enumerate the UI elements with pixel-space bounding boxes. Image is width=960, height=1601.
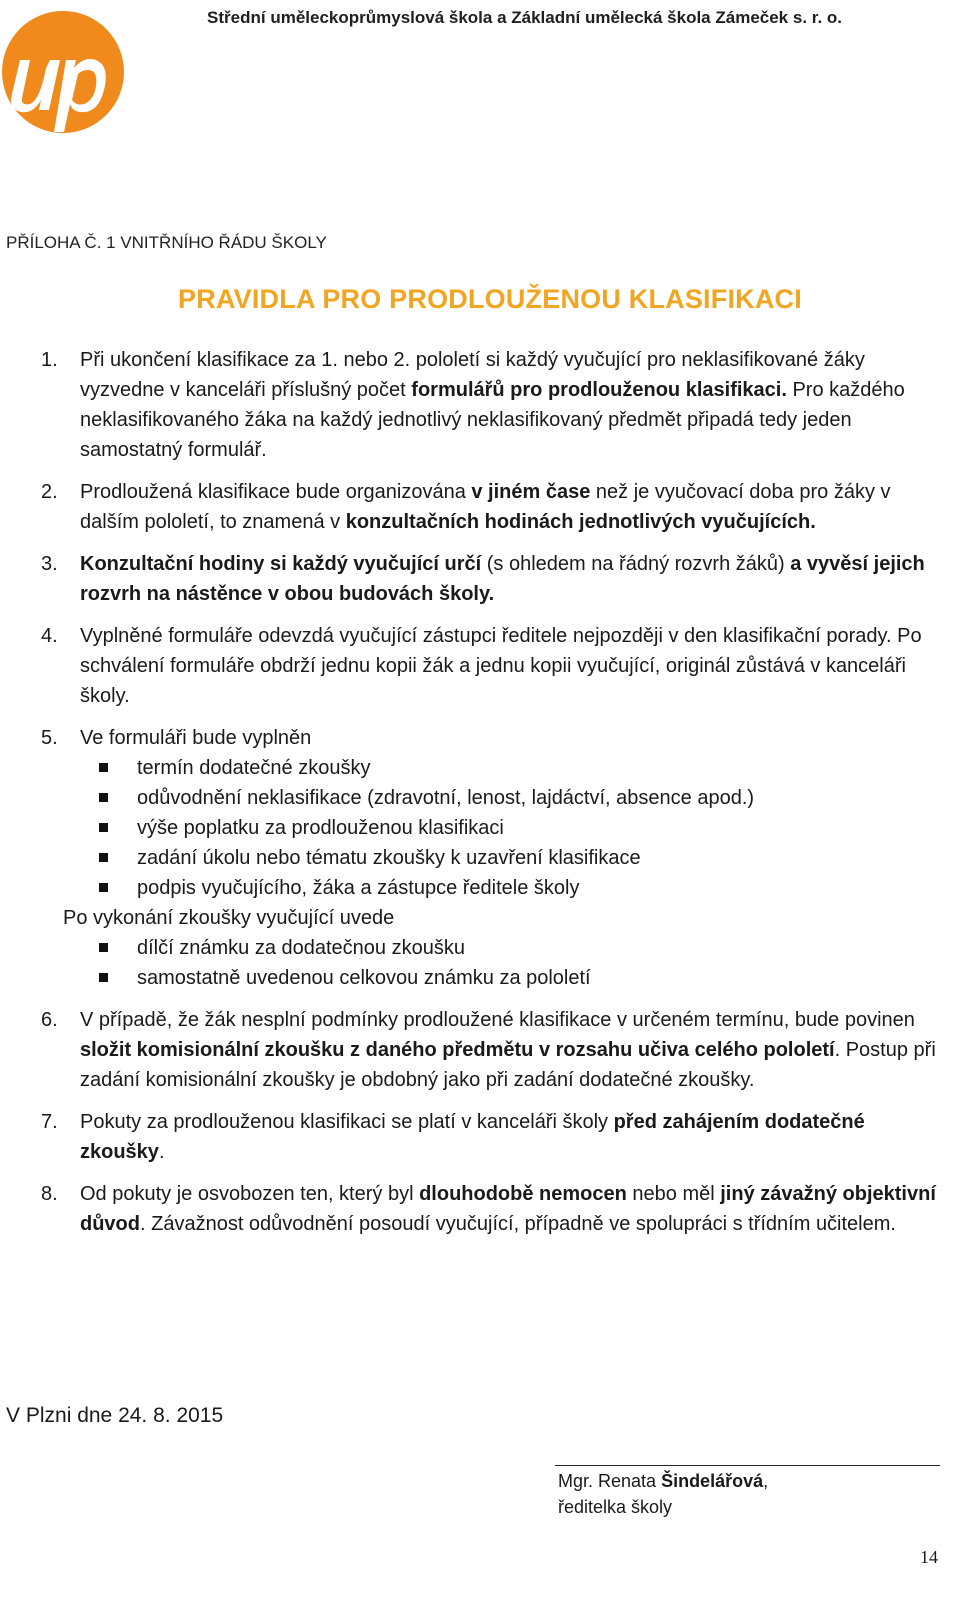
bullet-item <box>80 963 945 993</box>
rule-text-bold: konzultačních hodinách jednotlivých vyučujících. <box>345 511 816 533</box>
rule-item <box>0 1107 945 1167</box>
square-bullet-icon <box>99 943 108 952</box>
bullet-item <box>80 933 945 963</box>
square-bullet-icon <box>99 763 108 772</box>
rule-text-bold: dlouhodobě nemocen <box>419 1183 627 1205</box>
square-bullet-icon <box>99 853 108 862</box>
rule-text-span: Prodloužená klasifikace bude organizována <box>80 481 472 503</box>
bullet-item <box>80 783 945 813</box>
signature-role: ředitelka školy <box>558 1497 673 1517</box>
school-name: Střední uměleckoprůmyslová škola a Základní umělecká škola Zámeček s. r. o. <box>207 8 842 27</box>
bullet-text: termín dodatečné zkoušky <box>137 757 371 779</box>
bullet-text: podpis vyučujícího, žáka a zástupce ředitele školy <box>137 877 580 899</box>
rule-text-span: než je vyučovací doba pro žáky v dalším pololetí, to znamená v <box>80 481 891 533</box>
bullet-text: odůvodnění neklasifikace (zdravotní, lenost, lajdáctví, absence apod.) <box>137 787 755 809</box>
bullet-item <box>80 813 945 843</box>
rule-number: 8. <box>41 1183 58 1205</box>
rule-number: 6. <box>41 1009 58 1031</box>
rule-text-span: V případě, že žák nesplní podmínky prodloužené klasifikace v určeném termínu, bude povinen <box>80 1009 915 1031</box>
bullet-text: zadání úkolu nebo tématu zkoušky k uzavření klasifikace <box>137 847 641 869</box>
rule-text-span: Ve formuláři bude vyplněn <box>80 727 312 749</box>
rule-text-span: . Závažnost odůvodnění posoudí vyučující, případně ve spolupráci s třídním učitelem. <box>140 1213 896 1235</box>
rule-text <box>80 1179 945 1239</box>
page-title: PRAVIDLA PRO PRODLOUŽENOU KLASIFIKACI <box>178 284 802 314</box>
rule-item <box>0 549 945 609</box>
rule-number: 5. <box>41 727 58 749</box>
rule-item <box>0 621 945 711</box>
square-bullet-icon <box>99 823 108 832</box>
bullet-item <box>80 753 945 783</box>
square-bullet-icon <box>99 973 108 982</box>
rule-number: 7. <box>41 1111 58 1133</box>
rule-item <box>0 1005 945 1095</box>
rule-subheading: Po vykonání zkoušky vyučující uvede <box>63 907 395 929</box>
rule-item <box>0 1179 945 1239</box>
rule-text <box>80 1107 945 1167</box>
rule-number: 1. <box>41 349 58 371</box>
rule-text-span: Pro každého neklasifikovaného žáka na každý jednotlivý neklasifikovaný předmět připadá tedy jeden samostatný formulář. <box>80 379 905 461</box>
rule-text-bold: jiný závažný objektivní důvod <box>80 1183 936 1235</box>
rule-text-span: Při ukončení klasifikace za 1. nebo 2. pololetí si každý vyučující pro neklasifikované žáky vyzvedne v kanceláři příslušný počet <box>80 349 865 401</box>
rule-number: 3. <box>41 553 58 575</box>
signature-name: Mgr. Renata Šindelářová, <box>558 1471 769 1491</box>
rule-text-bold: a vyvěsí jejich rozvrh na nástěnce v obou budovách školy. <box>80 553 925 605</box>
square-bullet-icon <box>99 793 108 802</box>
rule-text-span: . Postup při zadání komisionální zkoušky je obdobný jako při zadání dodatečné zkoušky. <box>80 1039 936 1091</box>
date-place: V Plzni dne 24. 8. 2015 <box>6 1404 224 1427</box>
rule-text-span: (s ohledem na řádný rozvrh žáků) <box>481 553 791 575</box>
rule-text-span: . <box>158 1141 165 1163</box>
rule-text <box>80 621 945 711</box>
rule-text-span: nebo měl <box>626 1183 721 1205</box>
annex-heading: PŘÍLOHA Č. 1 VNITŘNÍHO ŘÁDU ŠKOLY <box>6 233 327 252</box>
rule-text-span: Pokuty za prodlouženou klasifikaci se platí v kanceláři školy <box>80 1111 614 1133</box>
rule-text-span: Od pokuty je osvobozen ten, který byl <box>80 1183 420 1205</box>
bullet-text: dílčí známku za dodatečnou zkoušku <box>137 937 465 959</box>
rule-text <box>80 477 945 537</box>
school-logo-icon <box>0 8 128 136</box>
signature-block <box>558 1468 768 1520</box>
bullet-item <box>80 873 945 903</box>
rule-text <box>80 549 945 609</box>
rule-text-span: Vyplněné formuláře odevzdá vyučující zástupci ředitele nejpozději v den klasifikační porady. Po schválení formuláře obdrží jednu kopii žák a jednu kopii vyučující, originál zůstává v kanceláři školy. <box>80 625 922 707</box>
rule-text-bold: v jiném čase <box>471 481 591 503</box>
bullet-text: výše poplatku za prodlouženou klasifikaci <box>137 817 504 839</box>
rules-list <box>0 345 945 1251</box>
rule-text <box>80 723 945 753</box>
square-bullet-icon <box>99 883 108 892</box>
page-number: 14 <box>920 1547 938 1567</box>
rule-item <box>0 723 945 993</box>
bullet-item <box>80 843 945 873</box>
rule-number: 4. <box>41 625 58 647</box>
rule-text-bold: Konzultační hodiny si každý vyučující určí <box>80 553 482 575</box>
rule-text-bold: složit komisionální zkoušku z daného předmětu v rozsahu učiva celého pololetí <box>80 1039 835 1061</box>
signature-line <box>555 1465 940 1466</box>
rule-item <box>0 345 945 465</box>
rule-item <box>0 477 945 537</box>
rule-text-bold: formulářů pro prodlouženou klasifikaci. <box>411 379 787 401</box>
rule-text <box>80 345 945 465</box>
rule-text <box>80 1005 945 1095</box>
bullet-text: samostatně uvedenou celkovou známku za pololetí <box>137 967 591 989</box>
rule-number: 2. <box>41 481 58 503</box>
rule-text-bold: před zahájením dodatečné zkoušky <box>80 1111 865 1163</box>
